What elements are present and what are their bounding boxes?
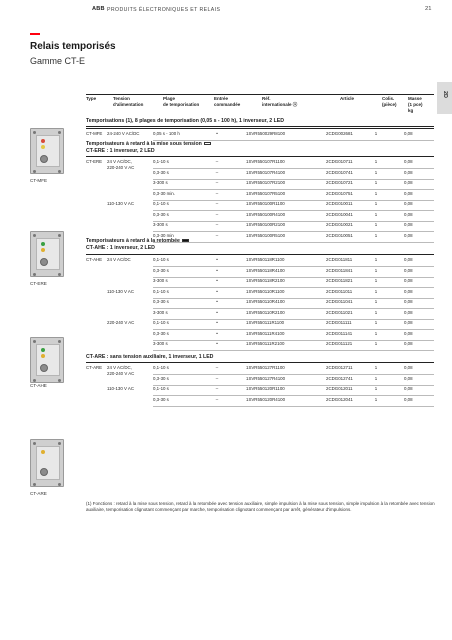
led-indicator: [41, 354, 45, 358]
row-divider: [153, 350, 434, 351]
cell-range: 0,1-10 s: [153, 320, 169, 325]
cell-qty: 1: [374, 180, 378, 185]
cell-ref: 1SVR550127R1100: [246, 365, 285, 370]
cell-range: 3-300 s: [153, 180, 168, 185]
terminal-screw: [33, 273, 36, 276]
cell-voltage: 24 V AC/DC, 220-240 V AC: [107, 159, 135, 170]
cell-qty: 1: [374, 330, 378, 336]
page-title: Relais temporisés: [30, 41, 116, 52]
row-divider: [153, 406, 434, 407]
cell-range: 3-300 s: [153, 341, 168, 346]
cell-ref: 1SVR550107R2100: [246, 180, 286, 185]
col-ref: Réf. internationale ⓐ: [262, 96, 298, 107]
cell-range: 3-300 s: [153, 278, 168, 283]
cell-voltage: 24 V AC/DC, 220-240 V AC: [107, 365, 135, 376]
cell-qty: 1: [374, 257, 378, 262]
terminal-screw: [33, 340, 36, 343]
table-top-rule: [86, 94, 434, 95]
cell-aux: –: [215, 159, 219, 164]
cell-qty: 1: [374, 131, 378, 136]
product-caption: CT-ARE: [30, 491, 47, 496]
cell-qty: 1: [374, 299, 378, 304]
cell-voltage: 110-130 V AC: [107, 201, 135, 206]
terminal-screw: [33, 442, 36, 445]
col-range: Plage de temporisation: [163, 96, 200, 107]
product-front-panel: [36, 446, 60, 480]
col-voltage: Tension d'alimentation: [113, 96, 144, 107]
cell-aux: •: [216, 320, 218, 325]
cell-mass: 0,08: [404, 375, 413, 381]
section-rule: [86, 128, 434, 129]
accent-bar: [30, 33, 40, 35]
cell-article: 2CDG010721: [326, 180, 353, 185]
cell-range: 0,05 s - 100 h: [153, 131, 180, 136]
cell-mass: 0,08: [404, 288, 413, 294]
cell-ref: 1SVR550107R4100: [246, 169, 286, 175]
cell-qty: 1: [374, 288, 378, 294]
cell-qty: 1: [374, 190, 378, 196]
cell-aux: •: [216, 288, 218, 294]
cell-qty: 1: [374, 201, 378, 206]
led-indicator: [41, 139, 45, 143]
cell-ref: 1SVR550100R4100: [246, 211, 286, 217]
cell-aux: •: [216, 257, 218, 262]
cell-range: 0,3-30 s: [153, 396, 169, 402]
product-caption: CT-AHE: [30, 383, 47, 388]
cell-qty: 1: [374, 320, 378, 325]
cell-range: 0,3-30 s: [153, 330, 169, 336]
cell-qty: 1: [374, 375, 378, 381]
cell-mass: 0,08: [404, 386, 413, 391]
cell-range: 3-300 s: [153, 309, 168, 315]
cell-range: 0,1-10 s: [153, 159, 169, 164]
cell-qty: 1: [374, 267, 378, 273]
cell-mass: 0,08: [404, 222, 413, 227]
brand-logo: ABB: [92, 6, 105, 12]
terminal-screw: [58, 273, 61, 276]
cell-aux: •: [216, 341, 218, 346]
led-indicator: [41, 348, 45, 352]
cell-range: 0,3-30 min: [153, 232, 174, 238]
led-indicator: [41, 242, 45, 246]
product-image-2: [30, 231, 64, 277]
cell-mass: 0,08: [404, 330, 413, 336]
terminal-screw: [33, 379, 36, 382]
cell-qty: 1: [374, 396, 378, 402]
chapter-tab[interactable]: [437, 82, 452, 114]
page-number: 21: [425, 6, 432, 12]
cell-range: 3-300 s: [153, 222, 168, 227]
cell-qty: 1: [374, 309, 378, 315]
led-indicator: [41, 450, 45, 454]
cell-aux: •: [216, 267, 218, 273]
cell-type: CT-MFE: [86, 131, 103, 136]
intro-rule: [86, 126, 434, 127]
section-title: Temporisateurs à retard à la retombée: [86, 238, 189, 245]
cell-aux: –: [215, 222, 219, 227]
cell-article: 2CDG012041: [326, 396, 353, 402]
product-caption: CT-MFE: [30, 178, 48, 183]
cell-voltage: 24-240 V AC/DC: [107, 131, 140, 136]
cell-ref: 1SVR550120R1100: [246, 386, 285, 391]
cell-qty: 1: [374, 222, 378, 227]
cell-mass: 0,08: [404, 299, 413, 304]
cell-mass: 0,08: [404, 190, 413, 196]
product-image-1: [30, 128, 64, 174]
section-rule: [86, 362, 434, 363]
cell-mass: 0,08: [404, 169, 413, 175]
section-subtitle: CT-ERE : 1 inverseur, 2 LED: [86, 148, 155, 154]
cell-mass: 0,08: [404, 180, 413, 185]
cell-article: 2CDG010011: [326, 201, 353, 206]
cell-aux: –: [215, 232, 219, 238]
terminal-screw: [58, 340, 61, 343]
cell-qty: 1: [374, 341, 378, 346]
cell-ref: 1SVR550111R1100: [246, 320, 285, 325]
product-image-4: [30, 439, 64, 487]
terminal-screw: [58, 379, 61, 382]
section-title: Temporisateurs à retard à la mise sous tension: [86, 141, 211, 148]
timing-symbol-icon: [204, 142, 211, 146]
cell-mass: 0,08: [404, 278, 413, 283]
cell-article: 2CDG002681: [326, 131, 353, 136]
cell-ref: 1SVR550107R5100: [246, 190, 286, 196]
cell-mass: 0,08: [404, 309, 413, 315]
cell-range: 0,1-10 s: [153, 288, 169, 294]
cell-type: CT-ERE: [86, 159, 103, 164]
cell-range: 0,3-30 s: [153, 169, 169, 175]
cell-ref: 1SVR550118R1100: [246, 257, 285, 262]
cell-ref: 1SVR550118R4100: [246, 267, 285, 273]
cell-mass: 0,08: [404, 201, 413, 206]
cell-mass: 0,08: [404, 365, 413, 370]
cell-aux: –: [215, 180, 219, 185]
section-subtitle: CT-AHE : 1 inverseur, 2 LED: [86, 245, 155, 251]
product-front-panel: [36, 135, 60, 167]
cell-article: 2CDG011121: [326, 341, 353, 346]
cell-aux: •: [216, 309, 218, 315]
terminal-screw: [58, 483, 61, 486]
product-caption: CT-ERE: [30, 281, 47, 286]
cell-article: 2CDG012741: [326, 375, 353, 381]
row-divider: [153, 242, 434, 243]
product-front-panel: [36, 238, 60, 270]
cell-article: 2CDG012011: [326, 386, 353, 391]
cell-article: 2CDG011841: [326, 267, 353, 273]
cell-range: 0,3-30 s: [153, 375, 169, 381]
cell-range: 0,3-30 s: [153, 267, 169, 273]
cell-aux: –: [215, 211, 219, 217]
cell-article: 2CDG011041: [326, 299, 353, 304]
cell-mass: 0,08: [404, 159, 413, 164]
col-type: Type: [86, 96, 97, 101]
cell-ref: 1SVR550110R4100: [246, 299, 285, 304]
dial-knob: [40, 364, 48, 372]
cell-article: 2CDG011011: [326, 288, 353, 294]
cell-type: CT-ARE: [86, 365, 103, 370]
cell-range: 0,3-30 s: [153, 299, 169, 304]
cell-aux: •: [216, 330, 218, 336]
cell-mass: 0,08: [404, 257, 413, 262]
led-indicator: [41, 248, 45, 252]
cell-article: 2CDG010041: [326, 211, 353, 217]
cell-mass: 0,08: [404, 320, 413, 325]
terminal-screw: [33, 483, 36, 486]
cell-qty: 1: [374, 386, 378, 391]
cell-qty: 1: [374, 211, 378, 217]
cell-range: 0,1-10 s: [153, 386, 169, 391]
cell-range: 0,3-30 min.: [153, 190, 175, 196]
cell-article: 2CDG010021: [326, 222, 353, 227]
cell-qty: 1: [374, 365, 378, 370]
cell-aux: •: [216, 131, 218, 136]
cell-ref: 1SVR550111R4100: [246, 330, 285, 336]
cell-ref: 1SVR550100R1100: [246, 201, 285, 206]
cell-article: 2CDG011811: [326, 257, 353, 262]
section-rule: [86, 254, 434, 255]
cell-ref: 1SVR550100R2100: [246, 222, 286, 227]
cell-qty: 1: [374, 232, 378, 238]
terminal-screw: [58, 170, 61, 173]
terminal-screw: [58, 234, 61, 237]
cell-mass: 0,08: [404, 341, 413, 346]
col-mass: Masse (1 pce) kg: [408, 96, 423, 113]
cell-mass: 0,08: [404, 267, 413, 273]
cell-range: 0,1-10 s: [153, 257, 169, 262]
cell-article: 2CDG010741: [326, 169, 353, 175]
cell-voltage: 220-240 V AC: [107, 320, 135, 325]
cell-qty: 1: [374, 169, 378, 175]
cell-range: 0,3-30 s: [153, 211, 169, 217]
cell-article: 2CDG011821: [326, 278, 353, 283]
cell-ref: 1SVR550100R5100: [246, 232, 286, 238]
cell-ref: 1SVR550120R4100: [246, 396, 286, 402]
cell-aux: •: [216, 278, 218, 283]
product-front-panel: [36, 344, 60, 376]
cell-ref: 1SVR550107R1100: [246, 159, 285, 164]
dial-knob: [40, 258, 48, 266]
header-section: PRODUITS ÉLECTRONIQUES ET RELAIS: [107, 6, 221, 13]
terminal-screw: [58, 131, 61, 134]
led-indicator: [41, 145, 45, 149]
cell-mass: 0,08: [404, 396, 413, 402]
product-image-3: [30, 337, 64, 383]
cell-aux: –: [215, 375, 219, 381]
footnote: (1) Fonctions : retard à la mise sous tension, retard à la retombée avec tension auxiliaire, simple impulsion à la mise sous tension, simple impulsion à la retombée avec tension auxiliaire, temporisation clignotant commençant par marche, temporisation clignotant commençant par arrêt, générateur d'impulsions.: [86, 501, 435, 512]
section-rule: [86, 156, 434, 157]
cell-mass: 0,08: [404, 211, 413, 217]
col-aux: Entrée commandée: [214, 96, 241, 107]
cell-range: 0,1-10 s: [153, 201, 169, 206]
cell-article: 2CDG011111: [326, 320, 352, 325]
cell-mass: 0,08: [404, 131, 413, 136]
cell-ref: 1SVR550029R8100: [246, 131, 286, 136]
dial-knob: [40, 155, 48, 163]
intro-line: Temporisations (1), 8 plages de temporisation (0,05 s - 100 h), 1 inverseur, 2 LED: [86, 118, 284, 124]
cell-aux: –: [215, 386, 219, 391]
cell-aux: –: [215, 396, 219, 402]
cell-type: CT-AHE: [86, 257, 103, 262]
col-article: Article: [340, 96, 355, 101]
cell-mass: 0,08: [404, 232, 413, 238]
cell-voltage: 110-130 V AC: [107, 288, 135, 294]
cell-article: 2CDG012711: [326, 365, 353, 370]
cell-voltage: 24 V AC/DC: [107, 257, 131, 262]
dial-knob: [40, 468, 48, 476]
cell-article: 2CDG011141: [326, 330, 353, 336]
chapter-tab-label: 2D: [442, 91, 448, 98]
cell-aux: –: [215, 169, 219, 175]
cell-ref: 1SVR550110R2100: [246, 309, 285, 315]
col-qty: Colis. (pièce): [382, 96, 397, 107]
cell-ref: 1SVR550118R2100: [246, 278, 285, 283]
cell-article: 2CDG011021: [326, 309, 353, 315]
cell-aux: –: [215, 365, 219, 370]
cell-voltage: 110-130 V AC: [107, 386, 135, 391]
section-title: CT-ARE : sans tension auxiliaire, 1 inverseur, 1 LED: [86, 354, 214, 360]
cell-aux: –: [215, 190, 219, 196]
terminal-screw: [33, 234, 36, 237]
cell-ref: 1SVR550111R2100: [246, 341, 285, 346]
timing-symbol-icon: [182, 239, 189, 243]
cell-aux: •: [216, 299, 218, 304]
terminal-screw: [33, 131, 36, 134]
cell-article: 2CDG010711: [326, 159, 353, 164]
cell-ref: 1SVR550127R4100: [246, 375, 286, 381]
page-subtitle: Gamme CT-E: [30, 56, 86, 66]
cell-article: 2CDG010051: [326, 232, 353, 238]
cell-ref: 1SVR550110R1100: [246, 288, 285, 294]
cell-qty: 1: [374, 159, 378, 164]
cell-range: 0,1-10 s: [153, 365, 169, 370]
terminal-screw: [33, 170, 36, 173]
cell-aux: –: [215, 201, 219, 206]
cell-qty: 1: [374, 278, 378, 283]
cell-article: 2CDG010751: [326, 190, 353, 196]
terminal-screw: [58, 442, 61, 445]
